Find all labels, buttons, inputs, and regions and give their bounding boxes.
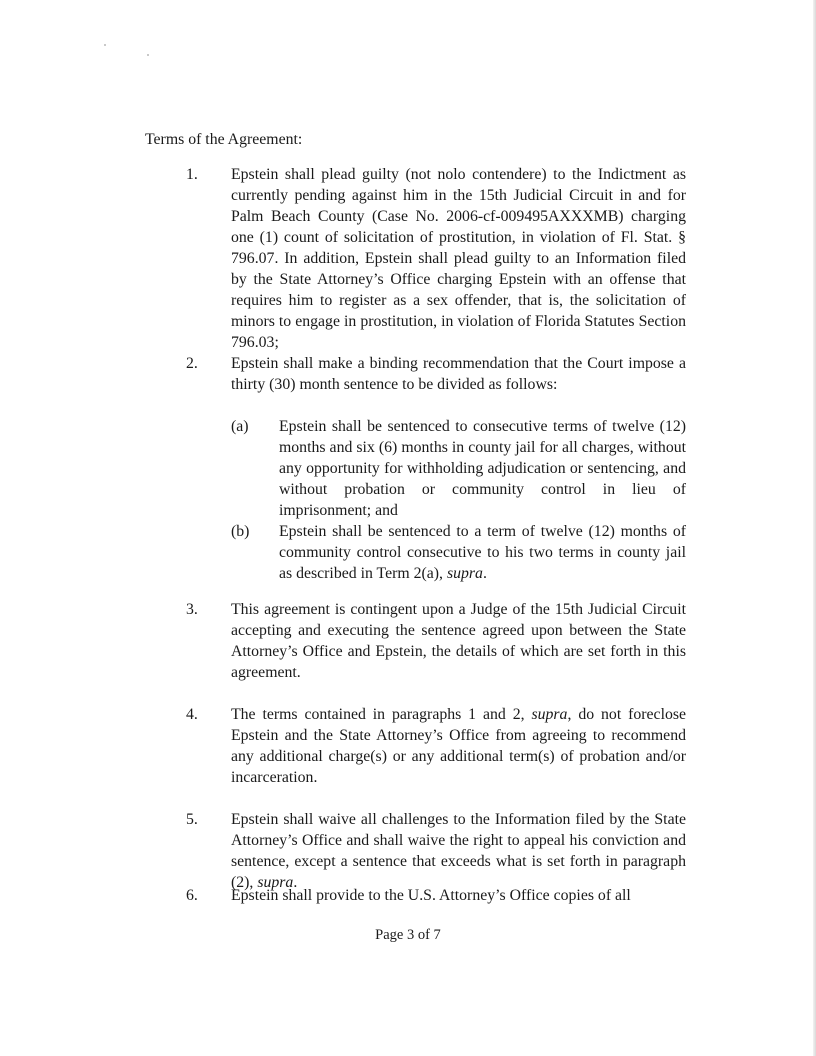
section-heading: Terms of the Agreement: [145,131,303,148]
subterm-text-italic: supra [446,565,483,582]
subterm-b [231,521,686,584]
term-number: 5. [186,811,198,828]
scan-speck [147,54,149,56]
term-text-italic: supra [257,874,294,891]
term-number: 6. [186,887,198,904]
term-text: Epstein shall make a binding recommendation that the Court impose a thirty (30) month sentence to be divided as follows: [231,355,686,393]
term-item-4 [186,704,686,788]
term-number: 3. [186,601,198,618]
term-text: Epstein shall plead guilty (not nolo contendere) to the Indictment as currently pending against him in the 15th Judicial Circuit in and for Palm Beach County (Case No. 2006-cf-009495AXXXMB) charging one (1) count of solicitation of prostitution, in violation of Fl. Stat. § 796.07. In addition, Epstein shall plead guilty to an Information filed by the State Attorney’s Office charging Epstein with an offense that requires him to register as a sex offender, that is, the solicitation of minors to engage in prostitution, in violation of Florida Statutes Section 796.03; [231,166,686,351]
term-text-italic: supra [531,706,568,723]
term-text [231,704,686,788]
scan-speck [104,44,106,46]
term-text-rest: , do not foreclose Epstein and the State Attorney’s Office from agreeing to recommend any additional charge(s) or any additional term(s) of probation and/or incarceration. [231,706,687,786]
subterm-text-end: . [482,565,487,582]
term-item-1 [186,164,686,353]
subterm-label: (a) [231,418,249,435]
subterm-a [231,416,686,521]
term-number: 2. [186,355,198,372]
term-text [231,809,686,893]
term-number: 1. [186,166,198,183]
term-text-main: Epstein shall waive all challenges to the Information filed by the State Attorney’s Office and shall waive the right to appeal his conviction and sentence, except a sentence that exceeds what is set forth in paragraph (2), [231,811,686,891]
subterm-text [279,521,686,584]
subterm-text: Epstein shall be sentenced to consecutive terms of twelve (12) months and six (6) months in county jail for all charges, without any opportunity for withholding adjudication or sentencing, and without probation or community control in lieu of imprisonment; and [279,418,686,519]
term-text: Epstein shall provide to the U.S. Attorney’s Office copies of all [231,887,631,904]
term-text-end: . [293,874,298,891]
term-item-3 [186,599,686,683]
term-text-start: The terms contained in paragraphs 1 and 2, [231,706,525,723]
subterm-text-main: Epstein shall be sentenced to a term of twelve (12) months of community control consecutive to his two terms in county jail as described in Term 2(a), [279,523,686,582]
page-number-footer: Page 3 of 7 [375,927,441,943]
term-item-6 [186,885,686,906]
term-item-5 [186,809,686,893]
term-text: This agreement is contingent upon a Judge of the 15th Judicial Circuit accepting and executing the sentence agreed upon between the State Attorney’s Office and Epstein, the details of which are set forth in this agreement. [231,601,686,681]
term-number: 4. [186,706,198,723]
term-item-2 [186,353,686,395]
subterm-label: (b) [231,523,250,540]
